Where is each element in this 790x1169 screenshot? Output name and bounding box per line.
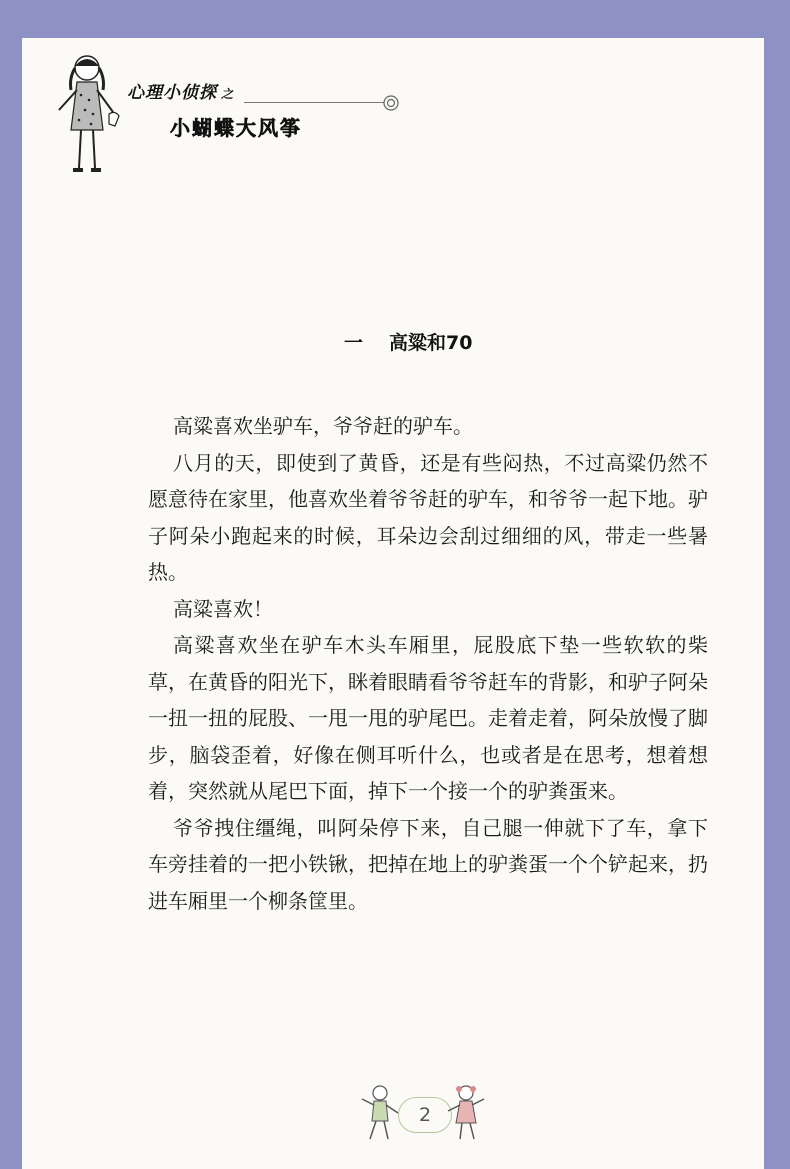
book-title-char: 蝶 [214, 116, 234, 140]
paragraph: 高粱喜欢坐驴车，爷爷赶的驴车。 [173, 414, 473, 438]
book-title-char: 大 [236, 116, 256, 140]
body-text [148, 408, 708, 919]
header-rule [244, 102, 384, 103]
series-title-connector: 之 [221, 87, 235, 101]
book-title [170, 112, 300, 141]
girl-small-illustration-icon [446, 1083, 488, 1143]
paragraph: 高粱喜欢！ [173, 596, 273, 621]
page-number: 2 [398, 1097, 452, 1133]
book-title-char: 筝 [280, 116, 300, 140]
book-title-char: 小 [170, 116, 190, 140]
series-title [127, 78, 234, 103]
book-title-char: 蝴 [192, 116, 212, 140]
girl-illustration-icon [47, 50, 127, 180]
chapter-title: 高粱和70 [389, 332, 473, 354]
chapter-number: 一 [344, 332, 364, 354]
paragraph: 八月的天，即使到了黄昏，还是有些闷热，不过高粱仍然不愿意待在家里，他喜欢坐着爷爷赶的驴车，和爷爷一起下地。驴子阿朵小跑起来的时候，耳朵边会刮过细细的风，带走一些暑热。 [148, 450, 708, 584]
paragraph: 爷爷拽住缰绳，叫阿朵停下来，自己腿一伸就下了车，拿下车旁挂着的一把小铁锹，把掉在地上的驴粪蛋一个个铲起来，扔进车厢里一个柳条筐里。 [148, 815, 708, 913]
circle-ornament-icon [382, 94, 400, 112]
page-footer [358, 1083, 488, 1143]
paragraph: 高粱喜欢坐在驴车木头车厢里，屁股底下垫一些软软的柴草，在黄昏的阳光下，眯着眼睛看爷爷赶车的背影，和驴子阿朵一扭一扭的屁股、一甩一甩的驴尾巴。走着走着，阿朵放慢了脚步，脑袋歪着，好像在侧耳听什么，也或者是在思考，想着想着，突然就从尾巴下面，掉下一个接一个的驴粪蛋来。 [148, 633, 708, 803]
boy-illustration-icon [358, 1083, 400, 1143]
chapter-heading [344, 328, 472, 355]
book-title-char: 风 [258, 116, 278, 140]
series-title-text: 心理小侦探 [127, 83, 217, 103]
book-page [22, 38, 764, 1169]
